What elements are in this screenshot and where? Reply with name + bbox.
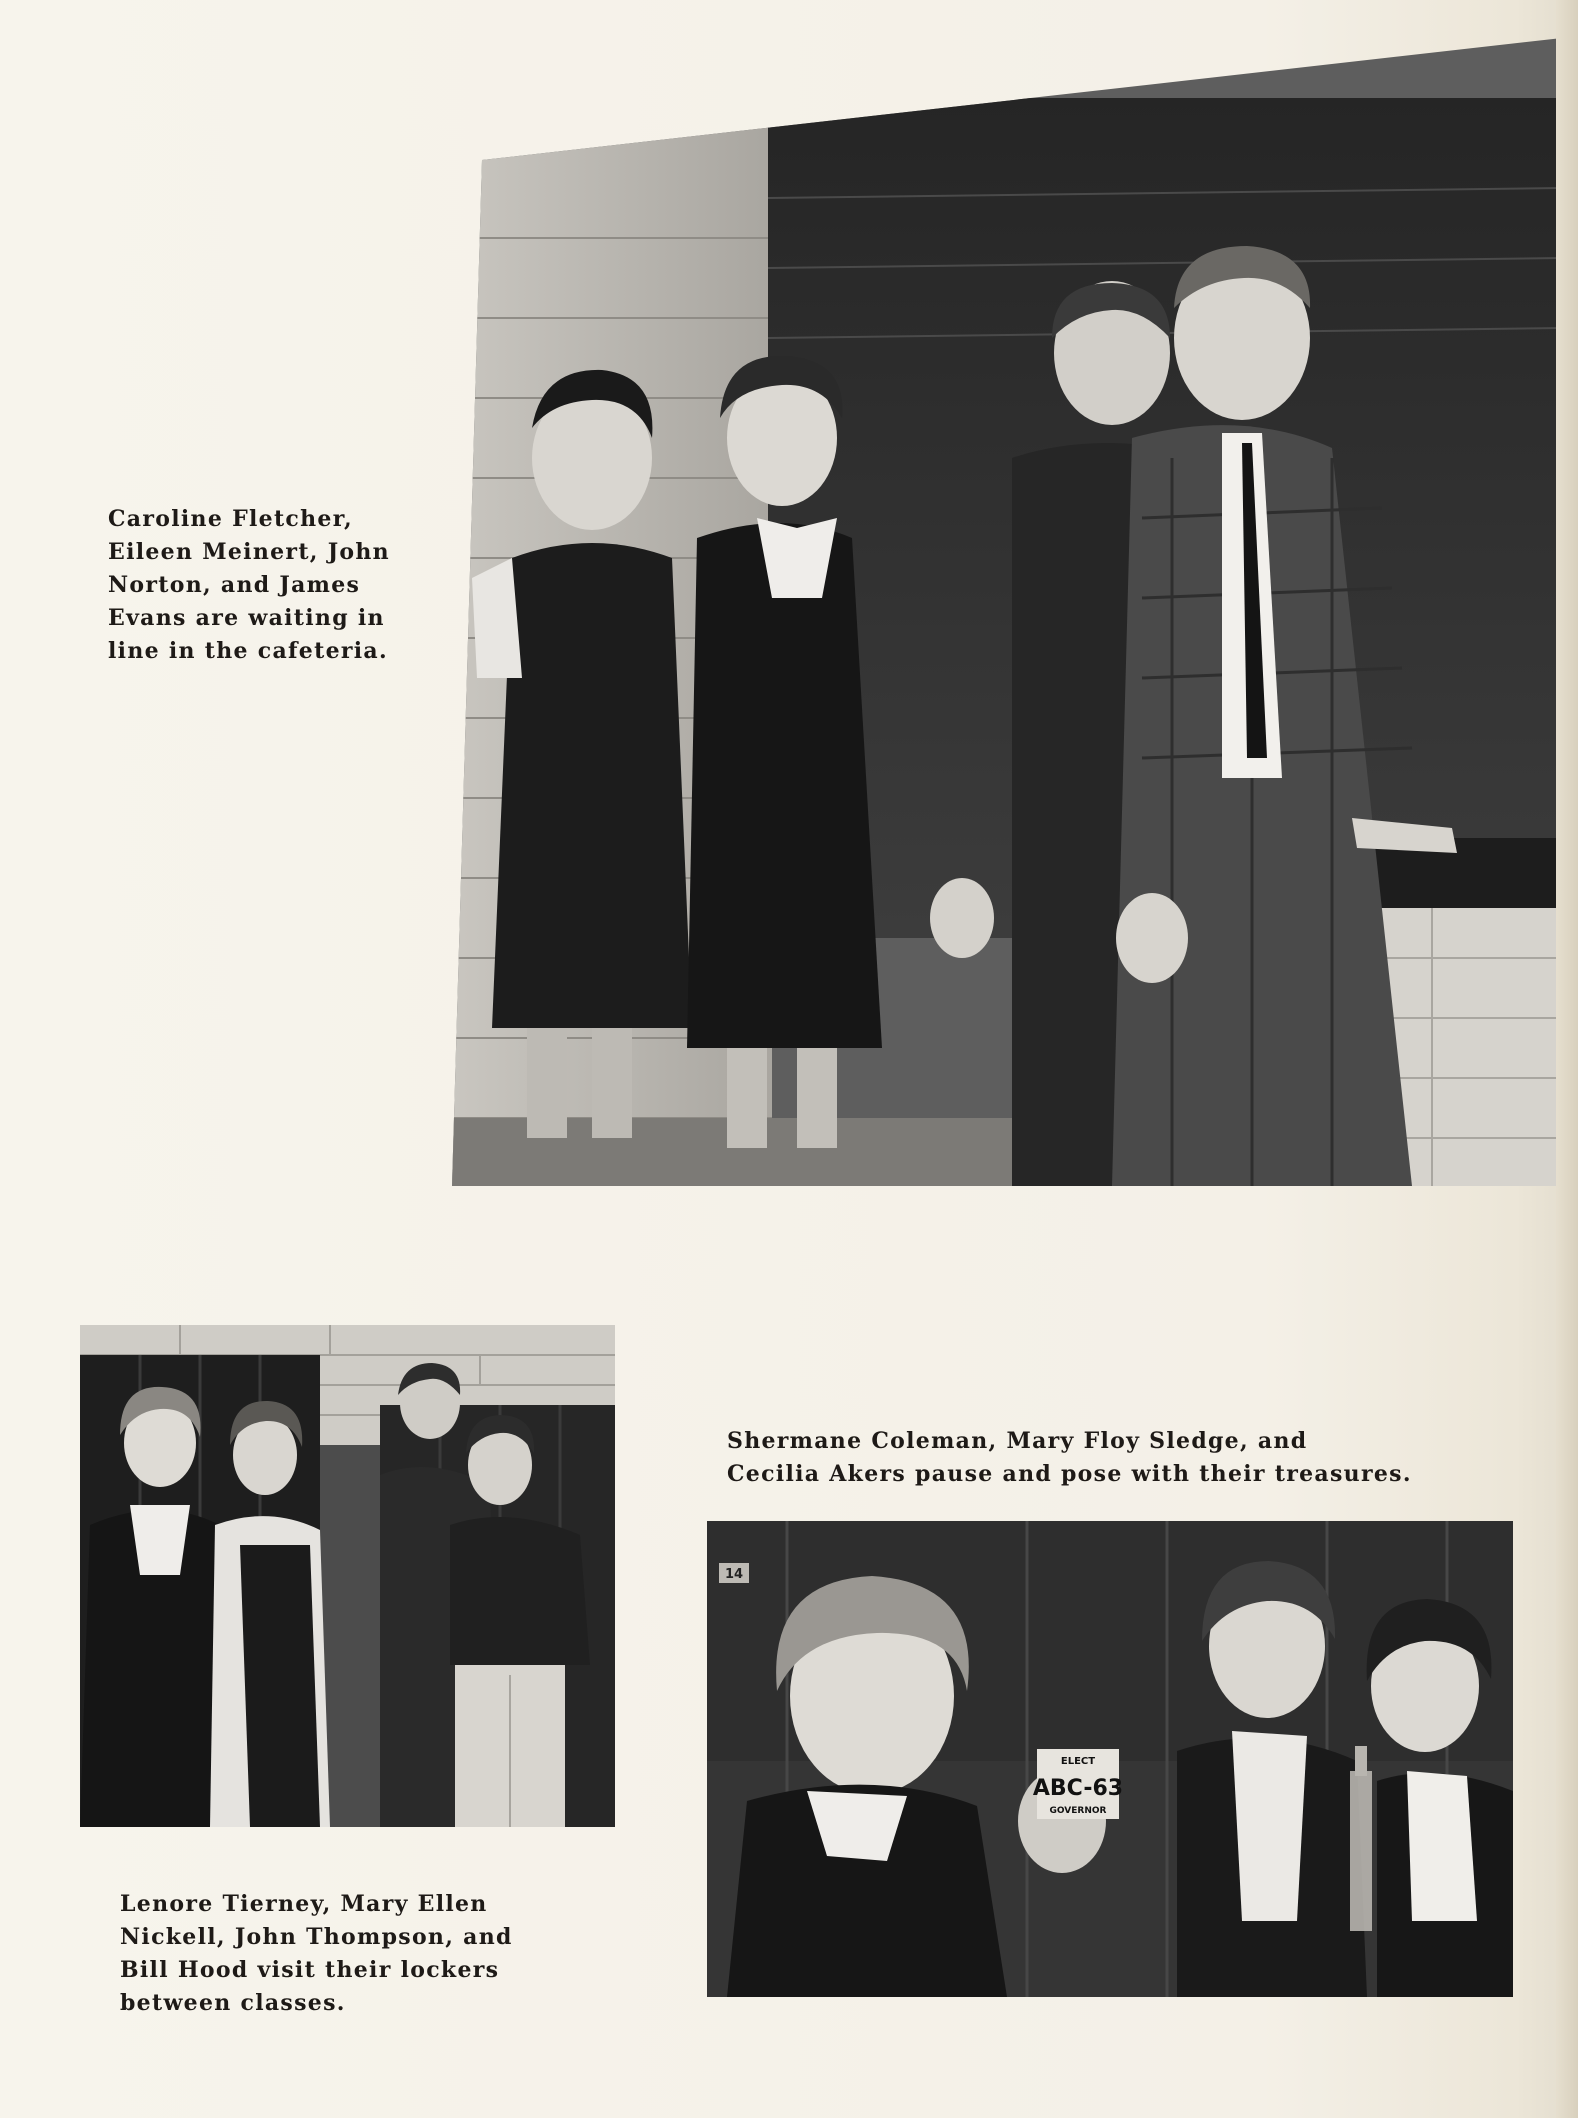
caption-line: Caroline Fletcher, <box>108 506 353 532</box>
caption-line: Shermane Coleman, Mary Floy Sledge, and <box>727 1428 1308 1454</box>
caption-line: Cecilia Akers pause and pose with their treasures. <box>727 1461 1412 1487</box>
caption-line: line in the cafeteria. <box>108 638 388 664</box>
caption-line: Lenore Tierney, Mary Ellen <box>120 1891 488 1917</box>
caption-line: Norton, and James <box>108 572 361 598</box>
photo-treasures <box>707 1521 1513 1997</box>
locker-number: 14 <box>724 1567 744 1582</box>
photo-lockers <box>80 1325 615 1827</box>
license-plate <box>1033 1749 1123 1819</box>
caption-line: between classes. <box>120 1990 346 2016</box>
plate-top-text: ELECT <box>1060 1756 1096 1767</box>
caption-line: Nickell, John Thompson, and <box>120 1924 513 1950</box>
page-spine <box>1556 0 1578 2118</box>
caption-line: Evans are waiting in <box>108 605 385 631</box>
caption-line: Eileen Meinert, John <box>108 539 390 565</box>
plate-bottom-text: GOVERNOR <box>1049 1806 1107 1816</box>
caption-treasures <box>727 1425 1447 1491</box>
caption-cafeteria <box>108 503 404 668</box>
caption-lockers <box>120 1888 520 2020</box>
caption-line: Bill Hood visit their lockers <box>120 1957 500 1983</box>
plate-main-text: ABC-63 <box>1032 1776 1124 1801</box>
photo-cafeteria <box>452 38 1562 1186</box>
